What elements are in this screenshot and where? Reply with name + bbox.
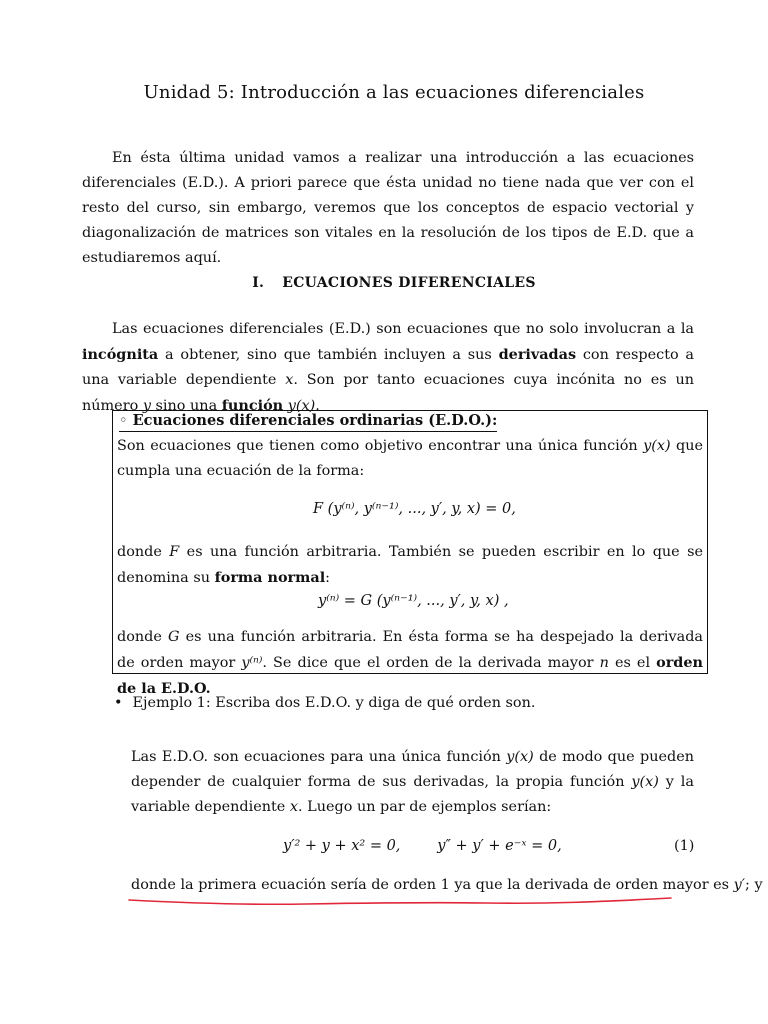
math-G: G	[167, 629, 180, 645]
bold-term-incognita: incógnita	[82, 346, 159, 363]
text-run: .	[315, 398, 320, 414]
text-run: donde	[117, 629, 168, 645]
section-title: ECUACIONES DIFERENCIALES	[282, 275, 536, 291]
example-paragraph	[131, 745, 694, 820]
bullet-icon: •	[114, 695, 123, 711]
text-run: de modo que pueden depender de cualquier forma de sus derivadas, la propia función	[131, 749, 694, 790]
text-run: Las E.D.O. son ecuaciones para una única función	[131, 749, 507, 765]
text-run: y la variable dependiente	[131, 774, 694, 815]
box-text-1	[117, 434, 703, 484]
equation-text: F (y⁽ⁿ⁾, y⁽ⁿ⁻¹⁾, ..., y′, y, x) = 0,	[313, 501, 516, 517]
section-heading	[0, 275, 768, 291]
bold-term-orden: orden de la E.D.O.	[117, 654, 703, 697]
math-y-n: y⁽ⁿ⁾	[241, 655, 263, 671]
bullet-text: Ejemplo 1: Escriba dos E.D.O. y diga de qué orden son.	[132, 695, 536, 711]
red-underline-annotation	[126, 894, 686, 910]
equation-number: (1)	[674, 838, 695, 854]
text-run: donde	[117, 544, 170, 560]
equation-examples: y′² + y + x² = 0, y″ + y′ + e⁻ˣ = 0,	[283, 838, 562, 854]
bold-term-derivadas: derivadas	[498, 346, 577, 363]
last-line	[131, 877, 763, 893]
bold-term-forma-normal: forma normal	[214, 569, 326, 586]
box-text-3	[117, 625, 703, 702]
text-run: . Se dice que el orden de la derivada mayor	[262, 655, 600, 671]
text-run: que cumpla una ecuación de la forma:	[117, 438, 704, 479]
math-yx: y(x)	[287, 398, 316, 414]
text-run: Las ecuaciones diferenciales (E.D.) son ecuaciones que no solo involucran a la	[112, 321, 694, 337]
text-run: :	[325, 570, 331, 586]
math-x: x	[285, 372, 294, 388]
math-yx: y(x)	[631, 774, 659, 790]
section-number: I.	[252, 275, 265, 291]
equation-general-form	[313, 501, 516, 517]
text-run: con respecto a una variable dependiente	[82, 347, 695, 388]
definition-paragraph	[82, 317, 694, 419]
text-run: . Luego un par de ejemplos serían:	[298, 799, 552, 815]
math-F: F	[169, 544, 180, 560]
text-run: sino una	[150, 398, 222, 414]
example-bullet	[114, 695, 535, 711]
equation-normal-form	[318, 593, 509, 609]
text-run: a obtener, sino que también incluyen a sus	[158, 347, 499, 363]
bold-term-funcion: función	[221, 397, 284, 414]
intro-paragraph: En ésta última unidad vamos a realizar una introducción a las ecuaciones diferenciales (E.D.). A priori parece que ésta unidad no tiene nada que ver con el resto del curso, sin embargo, veremos que los conceptos de espacio vectorial y diagonalización de matrices son vitales en la resolución de los tipos de E.D. que a estudiaremos aquí.	[82, 150, 694, 266]
text-run: Son ecuaciones que tienen como objetivo encontrar una única función	[117, 438, 644, 454]
edo-definition-box	[112, 410, 708, 697]
math-y: y	[142, 398, 151, 414]
math-n: n	[599, 655, 609, 671]
box-title: ◦ Ecuaciones diferenciales ordinarias (E.D.O.):	[119, 412, 497, 432]
text-run: . Son por tanto ecuaciones cuya incónita no es un número	[82, 372, 694, 414]
math-y-prime: y′	[733, 877, 746, 893]
text-run: es el	[608, 655, 657, 671]
text-run: ; y	[745, 877, 763, 893]
text-run: es una función arbitraria. También se pueden escribir en lo que se denomina su	[117, 544, 703, 586]
text-run: es una función arbitraria. En ésta forma se ha despejado la derivada de orden mayor	[117, 629, 703, 671]
math-yx: y(x)	[506, 749, 534, 765]
math-x: x	[289, 799, 298, 815]
box-text-2	[117, 540, 703, 591]
page-title: Unidad 5: Introducción a las ecuaciones diferenciales	[143, 82, 645, 103]
math-yx: y(x)	[643, 438, 671, 454]
text-run: donde la primera ecuación sería de orden 1 ya que la derivada de orden mayor es	[131, 877, 734, 893]
equation-text: y⁽ⁿ⁾ = G (y⁽ⁿ⁻¹⁾, ..., y′, y, x) ,	[318, 593, 509, 609]
